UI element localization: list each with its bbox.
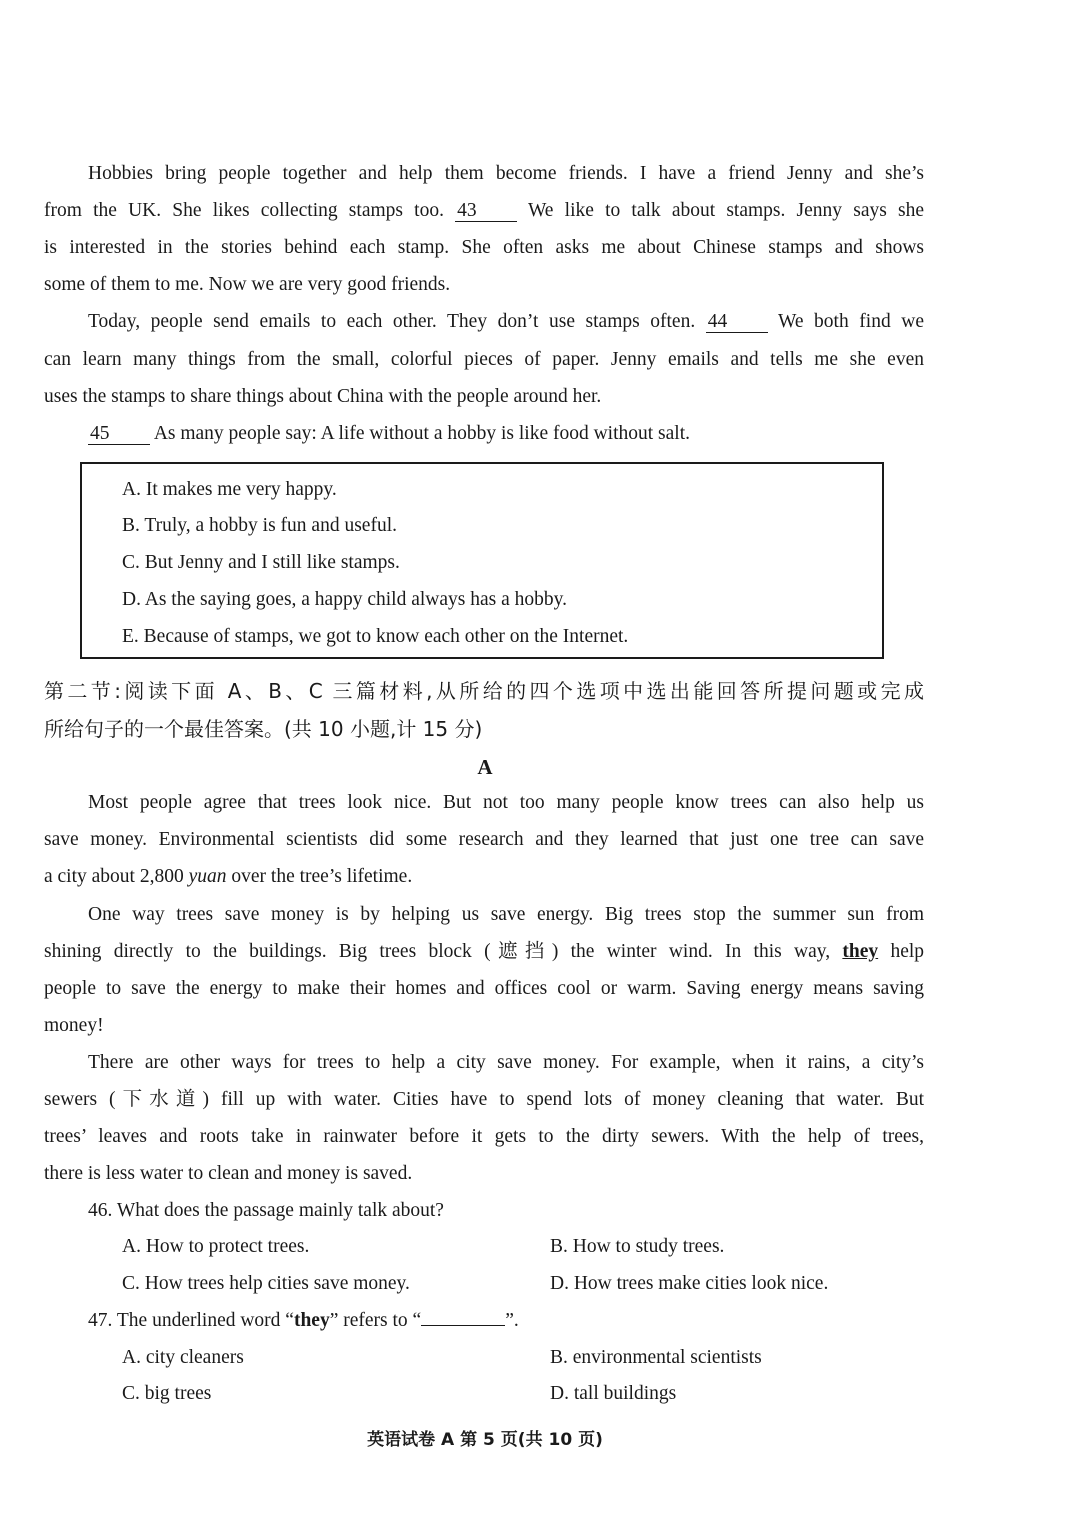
p1-line1: Hobbies bring people together and help them become friends. I have a friend Jenny and she’s — [88, 163, 924, 184]
section2-instruction-line1: 第二节:阅读下面 A、B、C 三篇材料,从所给的四个选项中选出能回答所提问题或完成 — [44, 679, 924, 703]
passage-c-line3: trees’ leaves and roots take in rainwater before it gets to the dirty sewers. With the help of trees, — [44, 1126, 924, 1147]
passage-a-line1: Most people agree that trees look nice. But not too many people know trees can also help us — [88, 792, 924, 813]
q46-choice-b[interactable]: B. How to study trees. — [550, 1236, 725, 1257]
passage-b-line1: One way trees save money is by helping us save energy. Big trees stop the summer sun from — [88, 904, 924, 925]
q47-choice-a[interactable]: A. city cleaners — [122, 1347, 244, 1368]
passage-title: A — [477, 755, 493, 779]
question-46-stem: 46. What does the passage mainly talk about? — [88, 1200, 444, 1221]
p1-line2: from the UK. She likes collecting stamps too. 43 We like to talk about stamps. Jenny says she — [44, 200, 924, 221]
page-footer: 英语试卷 A 第 5 页(共 10 页) — [367, 1430, 603, 1450]
p1-line4: some of them to me. Now we are very good friends. — [44, 274, 451, 295]
passage-c-line4: there is less water to clean and money is saved. — [44, 1163, 413, 1184]
q46-choice-d[interactable]: D. How trees make cities look nice. — [550, 1273, 829, 1294]
passage-a-line2: save money. Environmental scientists did some research and they learned that just one tree can save — [44, 829, 924, 850]
q47-choice-b[interactable]: B. environmental scientists — [550, 1347, 762, 1368]
passage-b-line2: shining directly to the buildings. Big trees block (遮挡) the winter wind. In this way, they help — [44, 941, 925, 962]
passage-a-line3: a city about 2,800 yuan over the tree’s lifetime. — [44, 866, 413, 887]
option-d: D. As the saying goes, a happy child always has a hobby. — [122, 589, 567, 610]
section2-instruction-line2: 所给句子的一个最佳答案。(共 10 小题,计 15 分) — [44, 717, 483, 741]
p3-line1: 45 As many people say: A life without a hobby is like food without salt. — [90, 423, 691, 444]
q46-choice-c[interactable]: C. How trees help cities save money. — [122, 1273, 410, 1294]
passage-c-line2: sewers (下水道) fill up with water. Cities have to spend lots of money cleaning that water. But — [44, 1089, 924, 1110]
passage-b-line4: money! — [44, 1015, 104, 1036]
underlined-word-they: they — [842, 941, 879, 962]
question-47-stem: 47. The underlined word “they” refers to “ ”. — [88, 1310, 519, 1331]
p2-line1: Today, people send emails to each other. They don’t use stamps often. 44 We both find we — [88, 311, 924, 332]
p1-line3: is interested in the stories behind each stamp. She often asks me about Chinese stamps and shows — [44, 237, 924, 258]
passage-c-line1: There are other ways for trees to help a city save money. For example, when it rains, a city’s — [88, 1052, 924, 1073]
option-c: C. But Jenny and I still like stamps. — [122, 552, 400, 573]
option-a: A. It makes me very happy. — [122, 479, 337, 500]
option-b: B. Truly, a hobby is fun and useful. — [122, 515, 397, 536]
p2-line3: uses the stamps to share things about China with the people around her. — [44, 386, 602, 407]
q47-choice-c[interactable]: C. big trees — [122, 1383, 212, 1404]
blank-43[interactable]: 43 — [455, 201, 517, 222]
blank-44[interactable]: 44 — [706, 312, 768, 333]
passage-b-line3: people to save the energy to make their homes and offices cool or warm. Saving energy means saving — [44, 978, 924, 999]
blank-45[interactable]: 45 — [88, 424, 150, 445]
q47-answer-blank[interactable] — [421, 1325, 505, 1326]
option-e: E. Because of stamps, we got to know each other on the Internet. — [122, 626, 629, 647]
q47-choice-d[interactable]: D. tall buildings — [550, 1383, 677, 1404]
q46-choice-a[interactable]: A. How to protect trees. — [122, 1236, 310, 1257]
p2-line2: can learn many things from the small, colorful pieces of paper. Jenny emails and tells me she even — [44, 349, 924, 370]
